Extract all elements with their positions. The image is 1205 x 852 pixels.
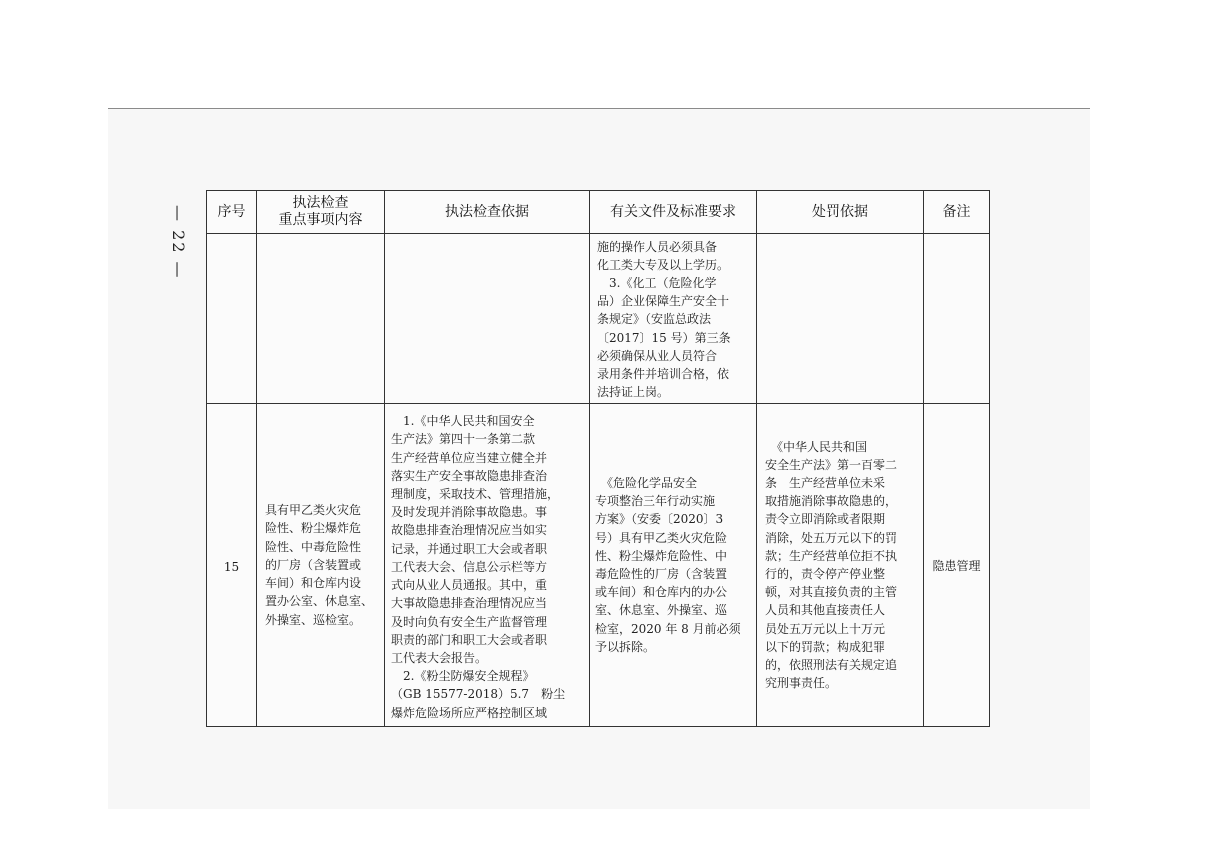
row-item-cell: [257, 234, 385, 404]
row-penalty-cell: 《中华人民共和国 安全生产法》第一百零二 条 生产经营单位未采 取措施消除事故隐患的， 责令立即消除或者限期 消除，处五万元以下的罚 款；生产经营单位拒不执 行的，责令停产停业整 顿，对其直接负责的主管 人员和其他直接责任人 员处五万元以上十万元 以下的罚款；构成犯罪 的，依照刑法有关规定追 究刑事责任。: [757, 404, 924, 727]
page-number: — 22 —: [169, 205, 188, 280]
row-requirements-cell: 《危险化学品安全 专项整治三年行动实施 方案》（安委〔2020〕3 号）具有甲乙类火灾危险 性、粉尘爆炸危险性、中 毒危险性的厂房（含装置 或车间）和仓库内的办公 室、休息室、外操室、巡 检室，2020 年 8 月前必须 予以拆除。: [590, 404, 757, 727]
header-penalty: 处罚依据: [757, 191, 924, 234]
header-requirements: 有关文件及标准要求: [590, 191, 757, 234]
row-basis-cell: 1.《中华人民共和国安全 生产法》第四十一条第二款 生产经营单位应当建立健全并 落实生产安全事故隐患排查治 理制度，采取技术、管理措施， 及时发现并消除事故隐患。事 故隐患排查治理情况应当如实 记录，并通过职工大会或者职 工代表大会、信息公示栏等方 式向从业人员通报。其中，重 大事故隐患排查治理情况应当 及时向负有安全生产监督管理 职责的部门和职工大会或者职 工代表大会报告。 2.《粉尘防爆安全规程》 （GB 15577-2018）5.7 粉尘 爆炸危险场所应严格控制区域: [385, 404, 590, 727]
row-penalty-cell: [757, 234, 924, 404]
header-item: 执法检查 重点事项内容: [257, 191, 385, 234]
header-remark: 备注: [924, 191, 990, 234]
header-basis: 执法检查依据: [385, 191, 590, 234]
table-row: [207, 404, 990, 727]
table-header-row: [207, 191, 990, 234]
row-seq-cell: [207, 234, 257, 404]
row-item-cell: 具有甲乙类火灾危 险性、粉尘爆炸危 险性、中毒危险性 的厂房（含装置或 车间）和仓库内设 置办公室、休息室、 外操室、巡检室。: [257, 404, 385, 727]
row-remark-cell: [924, 234, 990, 404]
row-seq-cell: 15: [207, 404, 257, 727]
header-seq: 序号: [207, 191, 257, 234]
table-row: [207, 234, 990, 404]
row-basis-cell: [385, 234, 590, 404]
row-requirements-cell: 施的操作人员必须具备 化工类大专及以上学历。 3.《化工（危险化学 品）企业保障生产安全十 条规定》（安监总政法 〔2017〕15 号）第三条 必须确保从业人员符合 录用条件并培训合格，依 法持证上岗。: [590, 234, 757, 404]
row-remark-cell: 隐患管理: [924, 404, 990, 727]
enforcement-checklist-table: [206, 190, 990, 727]
